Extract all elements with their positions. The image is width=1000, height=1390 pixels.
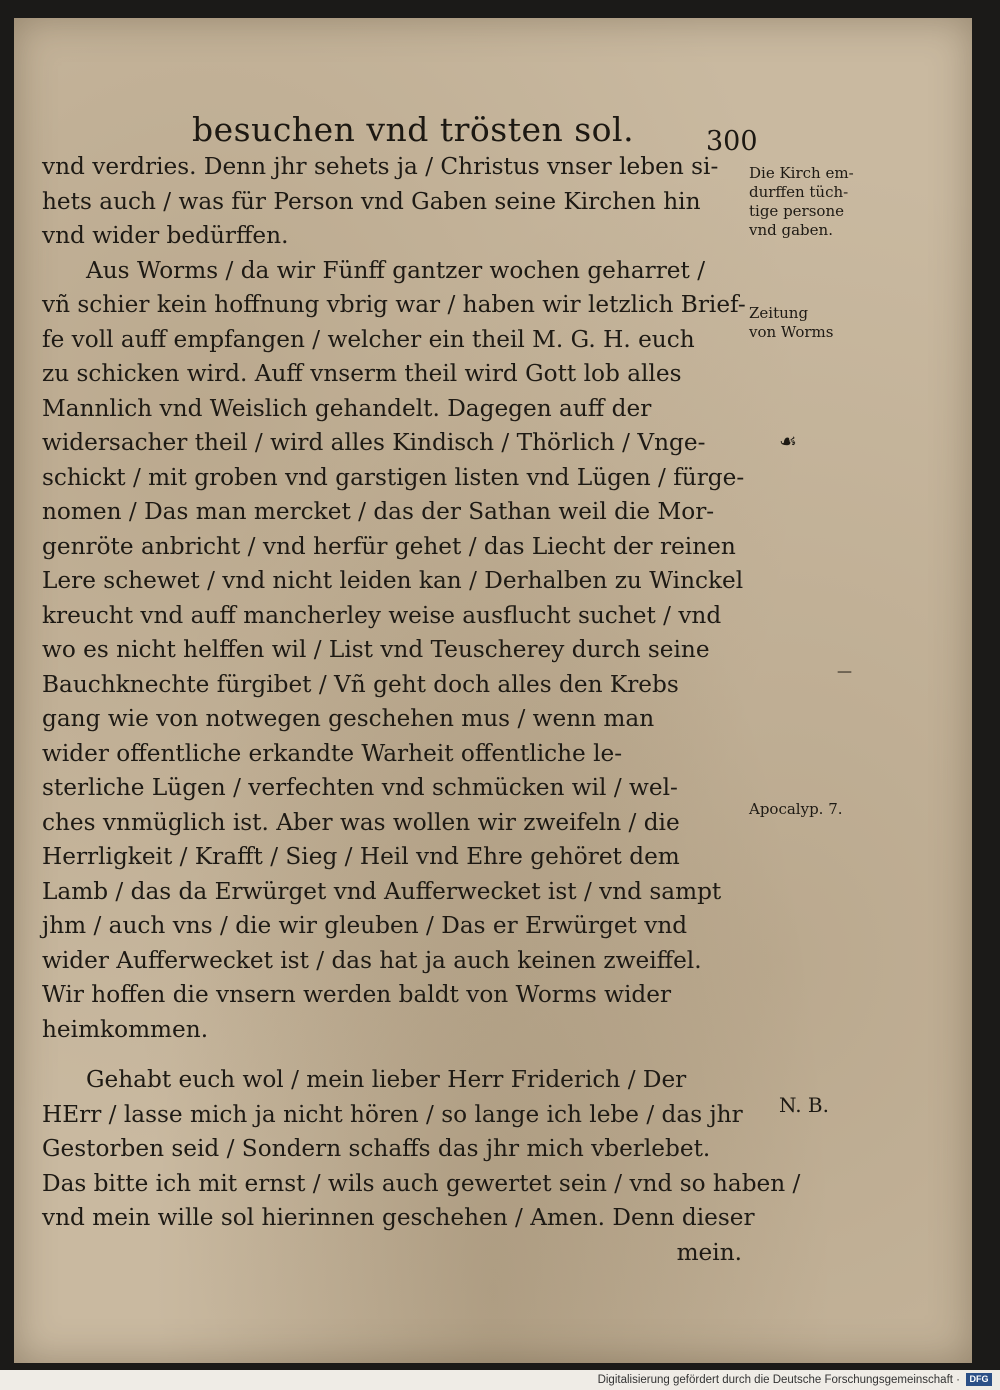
text-line: genröte anbricht / vnd herfür gehet / das Liecht der reinen: [42, 532, 736, 560]
paragraph-gap: [42, 1047, 742, 1063]
text-line: Aus Worms / da wir Fünff gantzer wochen geharret /: [86, 256, 706, 284]
text-line: ches vnmüglich ist. Aber was wollen wir zweifeln / die: [42, 808, 680, 836]
margin-dash: —: [837, 662, 852, 680]
text-line: Wir hoffen die vnsern werden baldt von Worms wider: [42, 981, 672, 1008]
text-line: Lamb / das da Erwürget vnd Aufferwecket ist / vnd sampt: [42, 877, 722, 905]
text-line: Lere schewet / vnd nicht leiden kan / Derhalben zu Winckel: [42, 567, 744, 594]
text-line: vnd mein wille sol hierinnen geschehen / Amen. Denn dieser: [42, 1204, 755, 1231]
margin-note-line: vnd gaben.: [749, 221, 833, 239]
page-number: 300: [706, 126, 758, 157]
text-line: wider Aufferwecket ist / das hat ja auch keinen zweiffel.: [42, 946, 702, 974]
text-line: Bauchknechte fürgibet / Vñ geht doch alles den Krebs: [42, 670, 679, 698]
text-line: Das bitte ich mit ernst / wils auch gewertet sein / vnd so haben /: [42, 1169, 801, 1197]
text-line: vnd wider bedürffen.: [42, 222, 289, 249]
fleuron-icon: ☙: [779, 429, 797, 453]
text-line: Herrligkeit / Krafft / Sieg / Heil vnd Ehre gehöret dem: [42, 843, 680, 870]
margin-note-line: durffen tüch-: [749, 183, 849, 201]
catchword: mein.: [676, 1238, 742, 1266]
margin-note-church: [749, 164, 854, 240]
dfg-logo-icon: DFG: [966, 1373, 992, 1386]
text-line: vñ schier kein hoffnung vbrig war / haben wir letzlich Brief-: [42, 291, 746, 318]
text-line: sterliche Lügen / verfechten vnd schmücken wil / wel-: [42, 774, 678, 801]
book-page: [14, 18, 972, 1363]
text-line: gang wie von notwegen geschehen mus / wenn man: [42, 705, 655, 732]
text-line: vnd verdries. Denn jhr sehets ja / Christus vnser leben si-: [42, 153, 719, 180]
margin-note-apocalyp: Apocalyp. 7.: [749, 800, 843, 818]
text-line: Gestorben seid / Sondern schaffs das jhr mich vberlebet.: [42, 1135, 711, 1162]
text-line: schickt / mit groben vnd garstigen listen vnd Lügen / fürge-: [42, 463, 745, 491]
running-head: besuchen vnd trösten sol.: [192, 110, 635, 149]
margin-note-line: von Worms: [749, 323, 834, 341]
margin-note-line: Die Kirch em-: [749, 164, 854, 182]
footer-bar: [0, 1370, 1000, 1390]
text-line: HErr / lasse mich ja nicht hören / so lange ich lebe / das jhr: [42, 1100, 743, 1128]
text-line: Mannlich vnd Weislich gehandelt. Dagegen auff der: [42, 394, 652, 422]
text-line: heimkommen.: [42, 1015, 209, 1043]
text-line: kreucht vnd auff mancherley weise ausflucht suchet / vnd: [42, 601, 722, 629]
margin-note-line: tige persone: [749, 202, 844, 220]
text-line: wo es nicht helffen wil / List vnd Teuscherey durch seine: [42, 636, 710, 663]
text-line: Gehabt euch wol / mein lieber Herr Friderich / Der: [86, 1066, 687, 1093]
footer-credit: Digitalisierung gefördert durch die Deutsche Forschungsgemeinschaft ·: [597, 1374, 960, 1386]
text-line: widersacher theil / wird alles Kindisch / Thörlich / Vnge-: [42, 429, 706, 456]
text-line: zu schicken wird. Auff vnserm theil wird Gott lob alles: [42, 360, 682, 387]
text-line: jhm / auch vns / die wir gleuben / Das er Erwürget vnd: [42, 912, 688, 939]
margin-note-line: Zeitung: [749, 304, 809, 322]
text-line: fe voll auff empfangen / welcher ein theil M. G. H. euch: [42, 325, 695, 353]
text-line: wider offentliche erkandte Warheit offentliche le-: [42, 739, 623, 767]
text-line: hets auch / was für Person vnd Gaben seine Kirchen hin: [42, 187, 701, 215]
margin-note-worms: [749, 304, 833, 342]
text-line: nomen / Das man mercket / das der Sathan weil die Mor-: [42, 498, 715, 525]
margin-note-nb: N. B.: [779, 1093, 829, 1117]
